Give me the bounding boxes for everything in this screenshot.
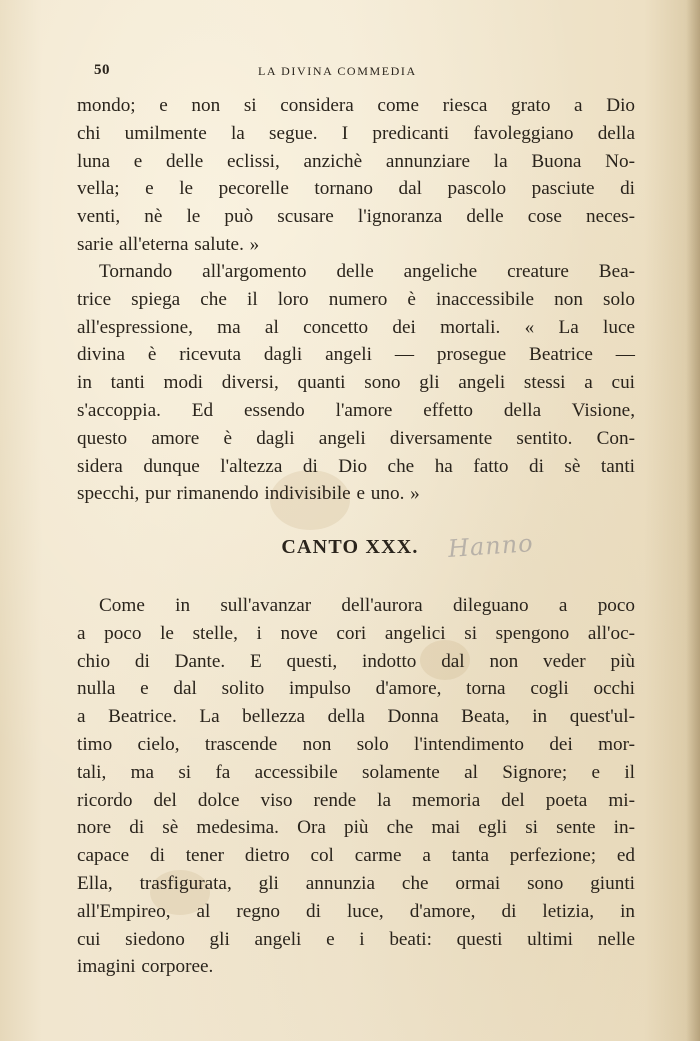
page-header: [94, 62, 614, 82]
text-line: a Beatrice. La bellezza della Donna Beata, in quest'ul-: [77, 706, 635, 728]
text-line: tali, ma si fa accessibile solamente al Signore; e il: [77, 761, 635, 783]
text-line: Tornando all'argomento delle angeliche creature Bea-: [99, 261, 635, 282]
text-line: nulla e dal solito impulso d'amore, torna cogli occhi: [77, 678, 635, 700]
page-number: 50: [94, 62, 110, 78]
text-line: luna e delle eclissi, anzichè annunziare la Buona No-: [77, 150, 635, 172]
text-line: Ella, trasfigurata, gli annunzia che ormai sono giunti: [77, 872, 635, 894]
paragraph-continuation: [77, 92, 635, 259]
text-line: all'espressione, ma al concetto dei mortali. « La luce: [77, 316, 635, 338]
text-line: imagini corporee.: [77, 956, 214, 978]
text-line: vella; e le pecorelle tornano dal pascolo pasciute di: [77, 178, 635, 200]
text-line: specchi, pur rimanendo indivisibile e uno. »: [77, 483, 420, 505]
pencil-annotation: Hanno: [447, 529, 535, 563]
text-line: cui siedono gli angeli e i beati: questi ultimi nelle: [77, 928, 635, 950]
running-title: LA DIVINA COMMEDIA: [258, 64, 417, 78]
text-line: Come in sull'avanzar dell'aurora dileguano a poco: [99, 595, 635, 616]
text-line: a poco le stelle, i nove cori angelici si spengono all'oc-: [77, 622, 635, 644]
text-line: s'accoppia. Ed essendo l'amore effetto della Visione,: [77, 399, 635, 421]
text-line: ricordo del dolce viso rende la memoria del poeta mi-: [77, 789, 635, 811]
text-line: questo amore è dagli angeli diversamente sentito. Con-: [77, 427, 635, 449]
text-line: sidera dunque l'altezza di Dio che ha fatto di sè tanti: [77, 455, 635, 477]
text-line: mondo; e non si considera come riesca grato a Dio: [77, 95, 635, 116]
text-line: sarie all'eterna salute. »: [77, 233, 260, 255]
text-line: capace di tener dietro col carme a tanta perfezione; ed: [77, 845, 635, 867]
text-line: chi umilmente la segue. I predicanti favoleggiano della: [77, 122, 635, 144]
text-line: divina è ricevuta dagli angeli — prosegue Beatrice —: [77, 344, 635, 366]
canto-heading: CANTO XXX.: [281, 536, 419, 558]
text-line: chio di Dante. E questi, indotto dal non veder più: [77, 650, 635, 672]
text-line: nore di sè medesima. Ora più che mai egli si sente in-: [77, 817, 635, 839]
page-edge-shadow: [686, 0, 700, 1041]
text-line: in tanti modi diversi, quanti sono gli angeli stessi a cui: [77, 372, 635, 394]
paragraph-angelic-creatures: [77, 258, 635, 508]
text-line: timo cielo, trascende non solo l'intendimento dei mor-: [77, 733, 635, 755]
text-line: all'Empireo, al regno di luce, d'amore, di letizia, in: [77, 900, 635, 922]
text-line: venti, nè le può scusare l'ignoranza delle cose neces-: [77, 206, 635, 228]
paragraph-canto-xxx: [77, 592, 635, 981]
text-line: trice spiega che il loro numero è inaccessibile non solo: [77, 288, 635, 310]
